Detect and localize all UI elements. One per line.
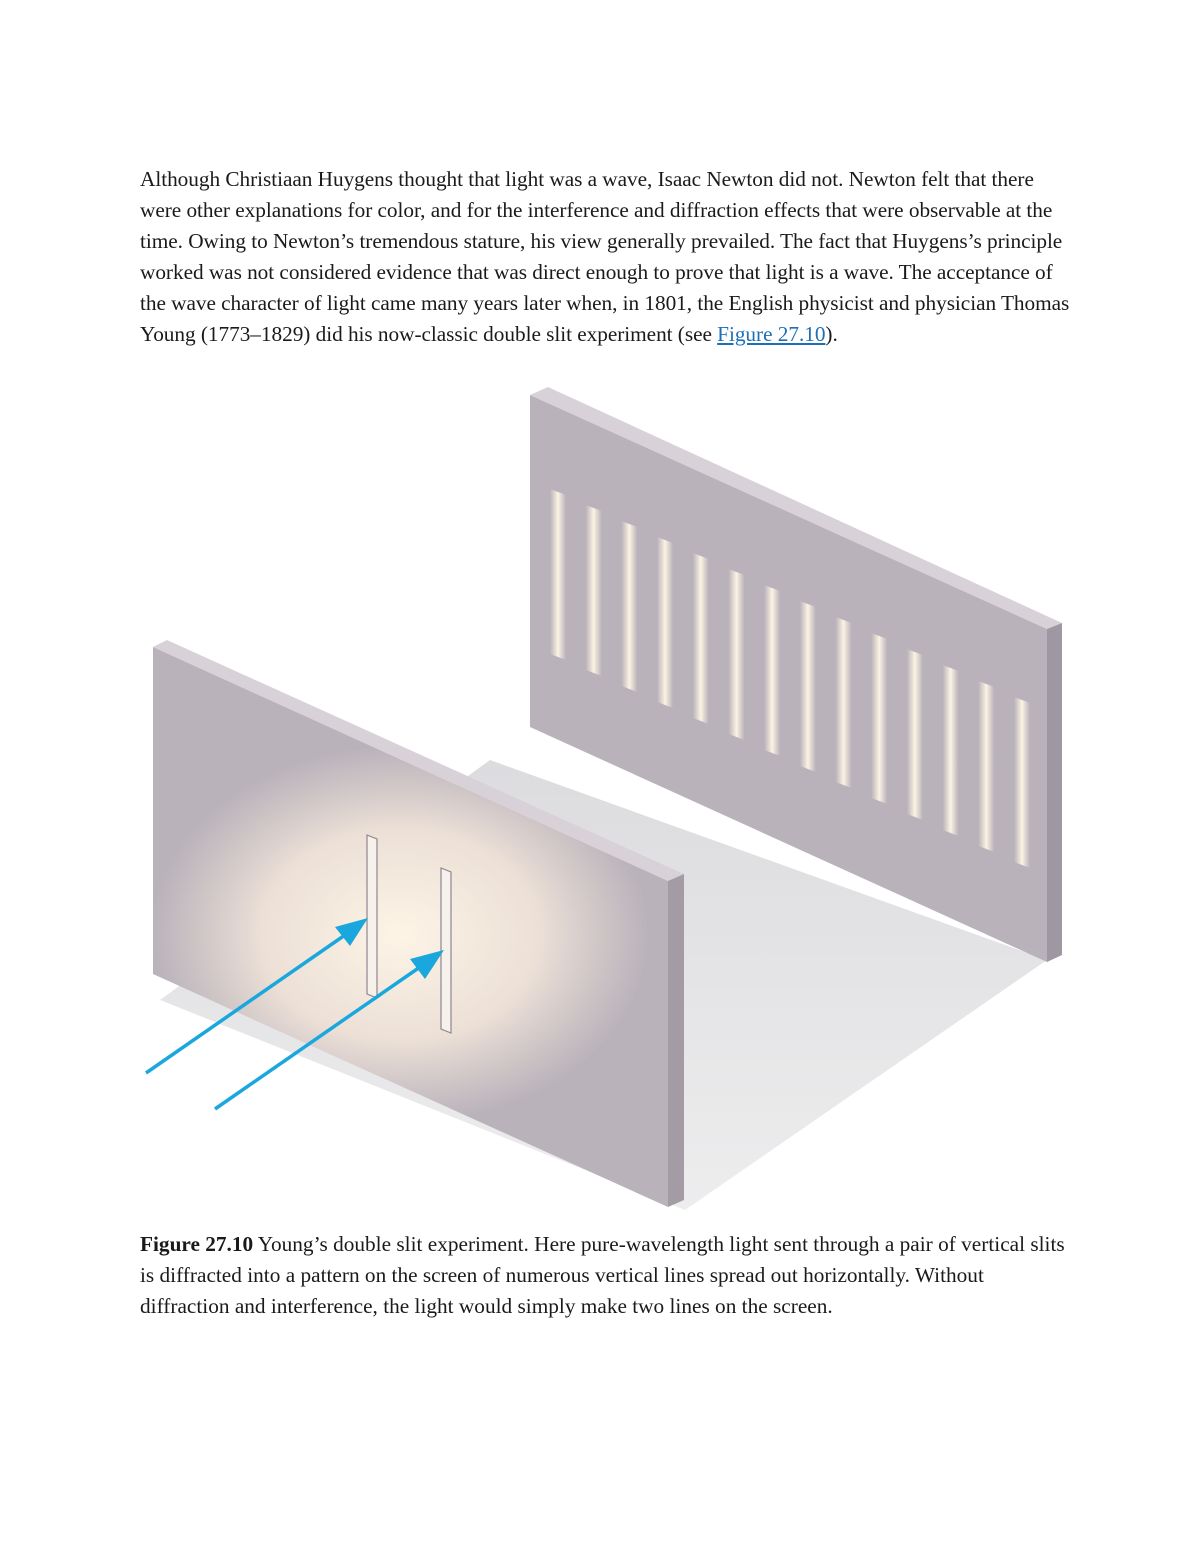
fringe-line <box>621 521 637 692</box>
fringe-line <box>728 569 744 740</box>
left-slit <box>367 835 377 998</box>
figure-caption <box>140 1229 1070 1322</box>
figure-reference-link[interactable]: Figure 27.10 <box>717 322 826 346</box>
fringe-line <box>943 665 959 836</box>
fringe-line <box>586 505 602 676</box>
body-paragraph <box>140 164 1070 350</box>
fringe-line <box>1014 697 1030 868</box>
fringe-line <box>978 681 994 852</box>
fringe-line <box>657 537 673 708</box>
paragraph-text: Although Christiaan Huygens thought that light was a wave, Isaac Newton did not. Newton felt that there were other explanations for color, and for the interference and diffraction effects that were observable at the time. Owing to Newton’s tremendous stature, his view generally prevailed. The fact that Huygens’s principle worked was not considered evidence that was direct enough to prove that light is a wave. The acceptance of the wave character of light came many years later when, in 1801, the English physicist and physician Thomas Young (1773–1829) did his now-classic double slit experiment (see <box>140 167 1070 346</box>
caption-text: Young’s double slit experiment. Here pure-wavelength light sent through a pair of vertical slits is diffracted into a pattern on the screen of numerous vertical lines spread out horizontally. Without diffraction and interference, the light would simply make two lines on the screen. <box>140 1232 1065 1318</box>
paragraph-text-end: ). <box>825 322 838 346</box>
fringe-line <box>907 649 923 820</box>
fringe-line <box>871 633 887 804</box>
fringe-line <box>764 585 780 756</box>
fringe-line <box>836 617 852 788</box>
fringe-line <box>693 553 709 724</box>
figure-label: Figure 27.10 <box>140 1232 254 1256</box>
double-slit-illustration <box>0 380 1200 1230</box>
fringe-line <box>550 489 566 660</box>
fringe-line <box>800 601 816 772</box>
